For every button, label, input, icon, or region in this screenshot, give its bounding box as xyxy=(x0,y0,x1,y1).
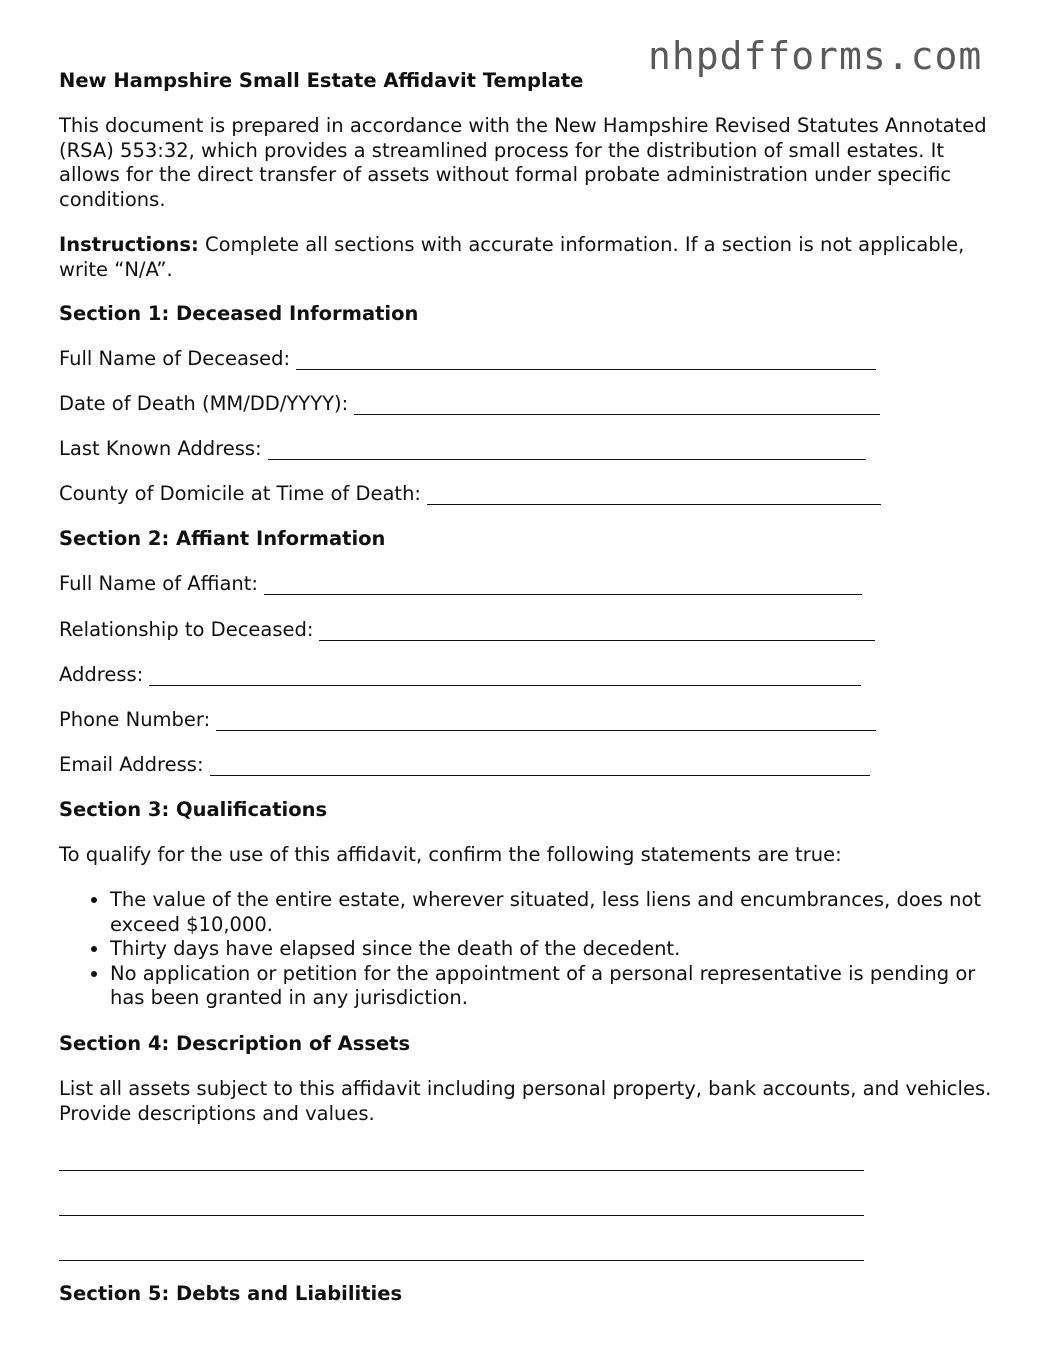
phone-number-field[interactable] xyxy=(59,708,876,731)
assets-description: List all assets subject to this affidavit including personal property, bank accounts, and vehicles. Provide descriptions and values. xyxy=(59,1077,992,1125)
field-label: Full Name of Deceased: xyxy=(59,347,291,370)
affiant-address-line[interactable] xyxy=(149,667,861,686)
affiant-full-name-line[interactable] xyxy=(264,576,862,595)
field-label: Address: xyxy=(59,663,144,686)
field-label: Phone Number: xyxy=(59,708,211,731)
affiant-address-field[interactable] xyxy=(59,663,861,686)
asset-entry-line-3[interactable] xyxy=(59,1259,864,1261)
field-label: Email Address: xyxy=(59,753,204,776)
instructions-label: Instructions: xyxy=(59,233,199,256)
field-label: Full Name of Affiant: xyxy=(59,572,258,595)
list-item: • The value of the entire estate, wherever situated, less liens and encumbrances, does not exceed $10,000. xyxy=(110,888,1006,937)
section-1-heading: Section 1: Deceased Information xyxy=(59,302,419,325)
phone-number-line[interactable] xyxy=(216,712,876,731)
field-label: Last Known Address: xyxy=(59,437,262,460)
field-label: County of Domicile at Time of Death: xyxy=(59,482,421,505)
section-3-heading: Section 3: Qualifications xyxy=(59,798,328,821)
section-5-heading: Section 5: Debts and Liabilities xyxy=(59,1282,403,1305)
email-address-line[interactable] xyxy=(210,757,870,776)
qualifications-intro: To qualify for the use of this affidavit, confirm the following statements are true: xyxy=(59,843,842,866)
document-title: New Hampshire Small Estate Affidavit Template xyxy=(59,69,584,92)
asset-entry-line-1[interactable] xyxy=(59,1169,864,1171)
field-label: Date of Death (MM/DD/YYYY): xyxy=(59,392,349,415)
instructions-paragraph xyxy=(59,233,1004,282)
watermark: nhpdfforms.com xyxy=(648,34,983,78)
section-4-heading: Section 4: Description of Assets xyxy=(59,1032,411,1055)
relationship-line[interactable] xyxy=(319,622,875,641)
affiant-full-name-field[interactable] xyxy=(59,572,862,595)
qualifications-list xyxy=(59,888,1006,1011)
instructions-text: Complete all sections with accurate information. If a section is not applicable, write “N/A”. xyxy=(59,233,965,281)
field-label: Relationship to Deceased: xyxy=(59,618,314,641)
email-address-field[interactable] xyxy=(59,753,870,776)
list-item: • Thirty days have elapsed since the death of the decedent. xyxy=(110,937,1006,962)
relationship-field[interactable] xyxy=(59,618,875,641)
last-known-address-field[interactable] xyxy=(59,437,866,460)
county-of-domicile-line[interactable] xyxy=(427,486,881,505)
last-known-address-line[interactable] xyxy=(268,441,866,460)
date-of-death-line[interactable] xyxy=(354,396,880,415)
county-of-domicile-field[interactable] xyxy=(59,482,881,505)
deceased-full-name-line[interactable] xyxy=(296,351,876,370)
deceased-full-name-field[interactable] xyxy=(59,347,876,370)
intro-paragraph: This document is prepared in accordance with the New Hampshire Revised Statutes Annotated (RSA) 553:32, which provides a streamlined process for the distribution of small estates. It allows for the direct transfer of assets without formal probate administration under specific conditions. xyxy=(59,114,987,211)
asset-entry-line-2[interactable] xyxy=(59,1214,864,1216)
date-of-death-field[interactable] xyxy=(59,392,880,415)
section-2-heading: Section 2: Affiant Information xyxy=(59,527,386,550)
list-item: • No application or petition for the appointment of a personal representative is pending or has been granted in any jurisdiction. xyxy=(110,962,1006,1011)
